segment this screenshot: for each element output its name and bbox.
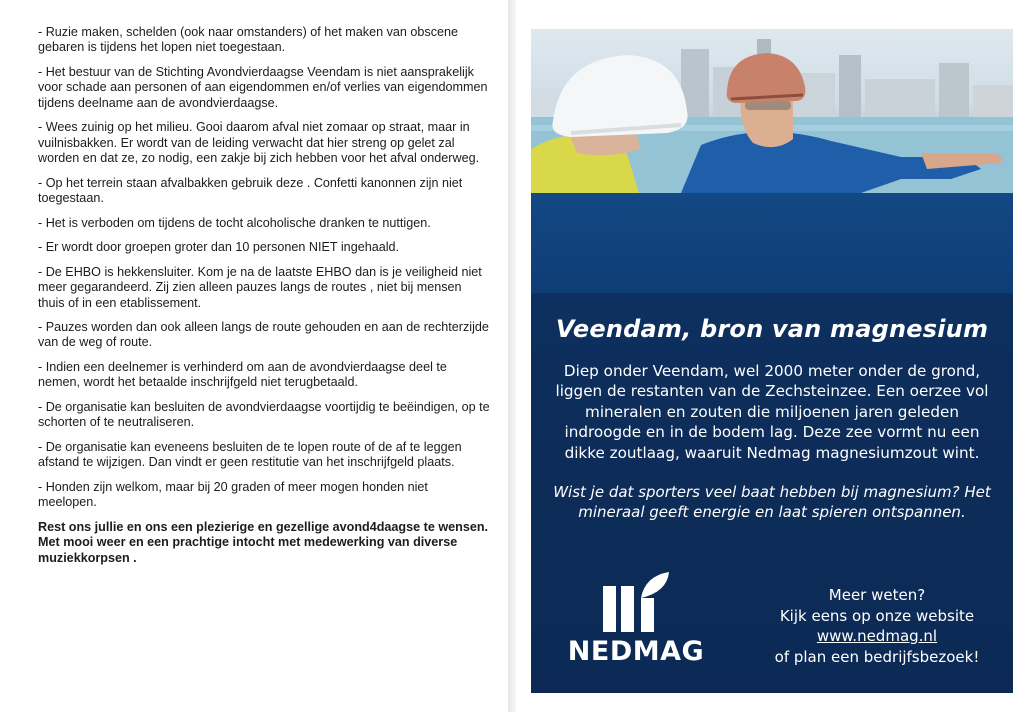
rule-item: - Het is verboden om tijdens de tocht alcoholische dranken te nuttigen.	[38, 215, 431, 230]
cta-line-1: Meer weten?	[828, 586, 926, 604]
nedmag-logo	[561, 572, 711, 668]
nedmag-advertisement	[531, 29, 1013, 693]
nedmag-logo-icon	[561, 572, 711, 634]
website-link[interactable]: www.nedmag.nl	[816, 627, 938, 645]
rule-item: - De organisatie kan eveneens besluiten de te lopen route of de af te leggen afstand te wijzigen. Dan vindt er geen restitutie van het inschrijfgeld plaats.	[38, 440, 462, 470]
logo-wordmark: NEDMAG	[567, 636, 705, 667]
rule-item: - Ruzie maken, schelden (ook naar omstanders) of het maken van obscene gebaren is tijdens het lopen niet toegestaan.	[38, 25, 459, 55]
page-gutter	[508, 0, 516, 712]
photo-illustration	[531, 29, 1013, 193]
ad-fade-band	[531, 193, 1013, 293]
ad-title: Veendam, bron van magnesium	[555, 315, 989, 343]
closing-paragraph: Rest ons jullie en ons een plezierige en gezellige avond4daagse te wensen. Met mooi weer en een prachtige intocht met medewerking van diverse muziekkorpsen .	[38, 520, 489, 565]
rule-item: - Er wordt door groepen groter dan 10 personen NIET ingehaald.	[38, 240, 400, 255]
cta-line-2: Kijk eens op onze website	[779, 606, 975, 625]
rule-item: - Honden zijn welkom, maar bij 20 graden of meer mogen honden niet meelopen.	[38, 480, 428, 510]
workers-photo	[531, 29, 1013, 193]
cta-line-3: of plan een bedrijfsbezoek!	[774, 647, 980, 666]
rule-item: - De organisatie kan besluiten de avondvierdaagse voortijdig te beëindigen, op te schorten of te neutraliseren.	[38, 400, 490, 430]
rules-list	[38, 25, 490, 575]
ad-call-to-action	[767, 585, 987, 667]
rule-item: - Pauzes worden dan ook alleen langs de route gehouden en aan de rechterzijde van de weg of route.	[38, 320, 489, 350]
left-page	[0, 0, 508, 712]
rule-item: - Indien een deelnemer is verhinderd om aan de avondvierdaagse deel te nemen, wordt het betaalde inschrijfgeld niet terugbetaald.	[38, 360, 447, 390]
rule-item: - Wees zuinig op het milieu. Gooi daarom afval niet zomaar op straat, maar in vuilnisbakken. Er wordt van de leiding verwacht dat hier streng op gelet zal worden en dat ze, zo nodig, een zakje bij zich hebben voor het afval onderweg.	[38, 120, 480, 165]
rule-item: - Het bestuur van de Stichting Avondvierdaagse Veendam is niet aansprakelijk voor schade aan personen of aan eigendommen en/of verlies van eigendommen tijdens deelname aan de avondvierdaagse.	[38, 64, 488, 110]
ad-fact-text: Wist je dat sporters veel baat hebben bij magnesium? Het mineraal geeft energie en laat spieren ontspannen.	[553, 483, 991, 522]
rule-item: - De EHBO is hekkensluiter. Kom je na de laatste EHBO dan is je veiligheid niet meer gegarandeerd. Zij zien alleen pauzes langs de routes , niet bij mensen thuis of in een etablissement.	[38, 264, 482, 310]
rule-item: - Op het terrein staan afvalbakken gebruik deze . Confetti kanonnen zijn niet toegestaan.	[38, 175, 463, 205]
ad-body-text: Diep onder Veendam, wel 2000 meter onder de grond, liggen de restanten van de Zechsteinzee. Een oerzee vol mineralen en zouten die miljoenen jaren geleden indroogde en in de bodem lag. Deze zee vormt nu een dikke zoutlaag, waaruit Nedmag magnesiumzout wint.	[555, 362, 989, 462]
